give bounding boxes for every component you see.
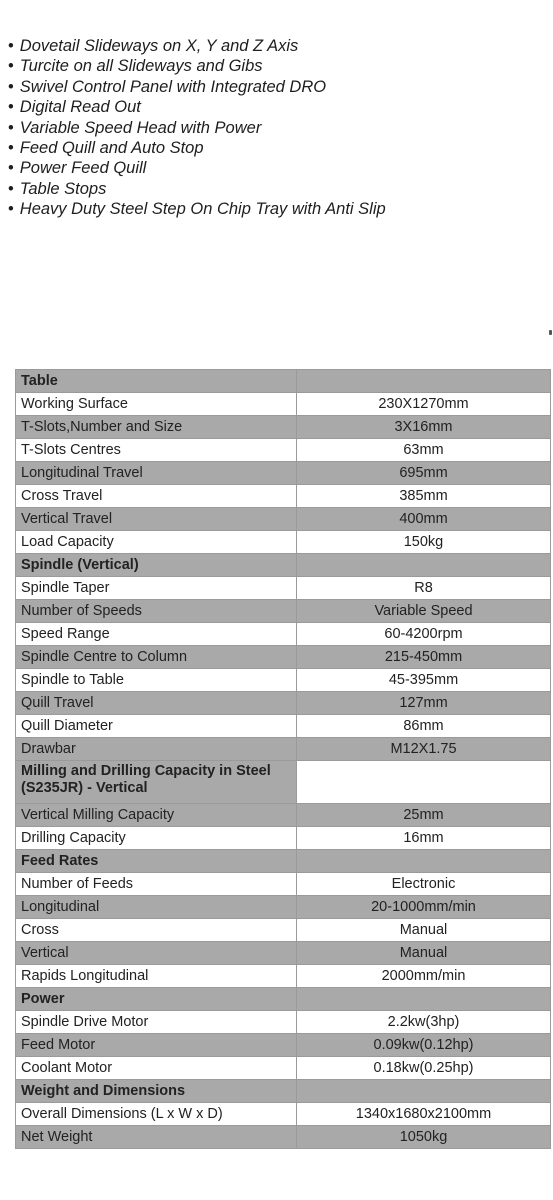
spec-label: T-Slots,Number and Size <box>16 416 297 439</box>
spec-value: 385mm <box>297 485 551 508</box>
spec-label: Number of Speeds <box>16 600 297 623</box>
feature-item: • Power Feed Quill <box>8 158 386 178</box>
section-value-cell <box>297 1080 551 1103</box>
spec-value: 230X1270mm <box>297 393 551 416</box>
spec-label: Rapids Longitudinal <box>16 965 297 988</box>
spec-value: R8 <box>297 577 551 600</box>
spec-label: Coolant Motor <box>16 1057 297 1080</box>
feature-item: • Turcite on all Slideways and Gibs <box>8 56 386 76</box>
feature-list <box>8 36 386 220</box>
spec-value: 215-450mm <box>297 646 551 669</box>
spec-label: Longitudinal <box>16 896 297 919</box>
spec-label: Spindle Taper <box>16 577 297 600</box>
spec-value: 2000mm/min <box>297 965 551 988</box>
spec-row <box>16 692 551 715</box>
spec-label: Load Capacity <box>16 531 297 554</box>
spec-label: Speed Range <box>16 623 297 646</box>
section-value-cell <box>297 554 551 577</box>
section-header-row <box>16 761 551 804</box>
spec-row <box>16 896 551 919</box>
section-title: Spindle (Vertical) <box>16 554 297 577</box>
spec-value: M12X1.75 <box>297 738 551 761</box>
spec-value: 20-1000mm/min <box>297 896 551 919</box>
spec-row <box>16 646 551 669</box>
spec-value: Electronic <box>297 873 551 896</box>
spec-value: Manual <box>297 919 551 942</box>
spec-label: T-Slots Centres <box>16 439 297 462</box>
spec-value: 150kg <box>297 531 551 554</box>
spec-value: 695mm <box>297 462 551 485</box>
spec-row <box>16 600 551 623</box>
feature-item: • Feed Quill and Auto Stop <box>8 138 386 158</box>
spec-row <box>16 1103 551 1126</box>
spec-label: Feed Motor <box>16 1034 297 1057</box>
spec-value: 25mm <box>297 804 551 827</box>
spec-row <box>16 485 551 508</box>
feature-item: • Digital Read Out <box>8 97 386 117</box>
section-header-row <box>16 370 551 393</box>
spec-row <box>16 965 551 988</box>
specification-table <box>15 369 551 1149</box>
spec-label: Vertical Milling Capacity <box>16 804 297 827</box>
spec-row <box>16 439 551 462</box>
spec-row <box>16 577 551 600</box>
spec-label: Spindle Centre to Column <box>16 646 297 669</box>
spec-value: 60-4200rpm <box>297 623 551 646</box>
spec-value: 16mm <box>297 827 551 850</box>
spec-row <box>16 919 551 942</box>
spec-value: 400mm <box>297 508 551 531</box>
spec-value: Manual <box>297 942 551 965</box>
spec-label: Working Surface <box>16 393 297 416</box>
section-value-cell <box>297 370 551 393</box>
spec-label: Overall Dimensions (L x W x D) <box>16 1103 297 1126</box>
spec-label: Net Weight <box>16 1126 297 1149</box>
spec-value: 0.18kw(0.25hp) <box>297 1057 551 1080</box>
section-header-row <box>16 554 551 577</box>
section-value-cell <box>297 988 551 1011</box>
spec-value: 86mm <box>297 715 551 738</box>
spec-value: 45-395mm <box>297 669 551 692</box>
spec-label: Longitudinal Travel <box>16 462 297 485</box>
spec-row <box>16 623 551 646</box>
spec-value: 1340x1680x2100mm <box>297 1103 551 1126</box>
spec-label: Vertical Travel <box>16 508 297 531</box>
spec-value: 3X16mm <box>297 416 551 439</box>
spec-label: Spindle to Table <box>16 669 297 692</box>
spec-row <box>16 1011 551 1034</box>
spec-row <box>16 393 551 416</box>
spec-label: Spindle Drive Motor <box>16 1011 297 1034</box>
spec-row <box>16 942 551 965</box>
spec-row <box>16 804 551 827</box>
spec-value: 0.09kw(0.12hp) <box>297 1034 551 1057</box>
spec-value: 127mm <box>297 692 551 715</box>
spec-row <box>16 508 551 531</box>
spec-row <box>16 827 551 850</box>
spec-row <box>16 715 551 738</box>
spec-row <box>16 1034 551 1057</box>
section-header-row <box>16 988 551 1011</box>
spec-label: Quill Travel <box>16 692 297 715</box>
stray-mark <box>549 330 552 335</box>
spec-value: Variable Speed <box>297 600 551 623</box>
spec-label: Cross Travel <box>16 485 297 508</box>
section-value-cell <box>297 850 551 873</box>
spec-label: Drilling Capacity <box>16 827 297 850</box>
spec-row <box>16 873 551 896</box>
section-header-row <box>16 1080 551 1103</box>
spec-value: 1050kg <box>297 1126 551 1149</box>
feature-item: • Swivel Control Panel with Integrated DRO <box>8 77 386 97</box>
feature-item: • Dovetail Slideways on X, Y and Z Axis <box>8 36 386 56</box>
spec-value: 2.2kw(3hp) <box>297 1011 551 1034</box>
section-title: Feed Rates <box>16 850 297 873</box>
section-title: Weight and Dimensions <box>16 1080 297 1103</box>
spec-row <box>16 531 551 554</box>
spec-row <box>16 416 551 439</box>
spec-row <box>16 1057 551 1080</box>
spec-label: Number of Feeds <box>16 873 297 896</box>
section-header-row <box>16 850 551 873</box>
section-value-cell <box>297 761 551 804</box>
spec-label: Quill Diameter <box>16 715 297 738</box>
spec-label: Cross <box>16 919 297 942</box>
section-title: Milling and Drilling Capacity in Steel (S235JR) - Vertical <box>16 761 297 804</box>
spec-row <box>16 462 551 485</box>
spec-label: Drawbar <box>16 738 297 761</box>
spec-value: 63mm <box>297 439 551 462</box>
feature-item: • Variable Speed Head with Power <box>8 118 386 138</box>
spec-row <box>16 669 551 692</box>
section-title: Power <box>16 988 297 1011</box>
spec-row <box>16 1126 551 1149</box>
feature-item: • Table Stops <box>8 179 386 199</box>
spec-label: Vertical <box>16 942 297 965</box>
spec-row <box>16 738 551 761</box>
feature-item: • Heavy Duty Steel Step On Chip Tray with Anti Slip <box>8 199 386 219</box>
section-title: Table <box>16 370 297 393</box>
